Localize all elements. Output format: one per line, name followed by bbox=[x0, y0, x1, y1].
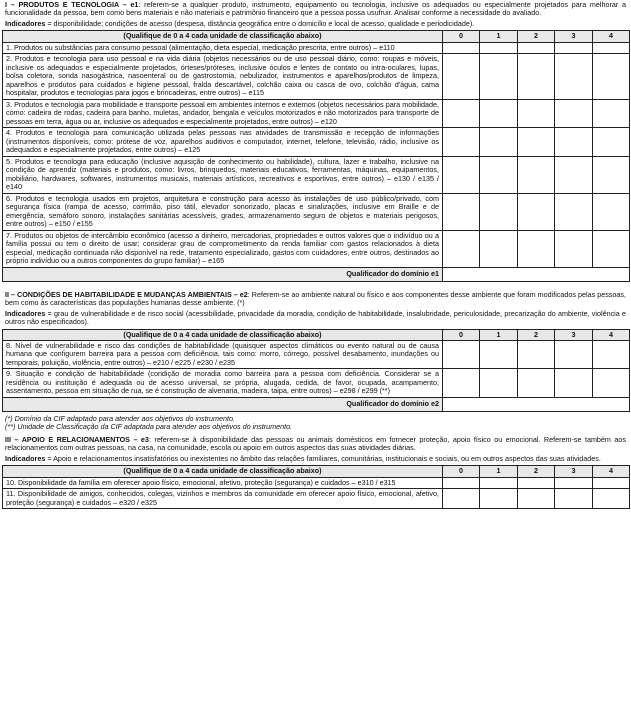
table-row bbox=[3, 477, 630, 488]
score-cell[interactable] bbox=[518, 477, 555, 488]
score-header-2: 2 bbox=[518, 329, 555, 340]
section2-header-row bbox=[3, 329, 630, 340]
score-cell[interactable] bbox=[555, 230, 593, 267]
score-cell[interactable] bbox=[593, 369, 630, 397]
score-header-0: 0 bbox=[443, 31, 480, 42]
item-1-label: 1. Produtos ou substâncias para consumo pessoal (alimentação, dieta especial, medicação prescrita, entre outros) – e110 bbox=[3, 42, 443, 53]
section1-indicators-text: = disponibilidade; condições de acesso (despesa, distância geográfica entre o domicílio e local de acesso, qualidade e periodicidade). bbox=[45, 18, 475, 28]
qualifier-row bbox=[3, 267, 630, 281]
score-cell[interactable] bbox=[555, 54, 593, 99]
score-cell[interactable] bbox=[593, 230, 630, 267]
score-header-3: 3 bbox=[555, 466, 593, 477]
score-cell[interactable] bbox=[518, 230, 555, 267]
section3-indicators-text: = Apoio e relacionamentos insatisfatórios ou inexistentes no âmbito das relações familiares, comunitárias, institucionais e sociais, ou em outros aspectos das suas atividades. bbox=[45, 453, 601, 463]
score-cell[interactable] bbox=[443, 54, 480, 99]
score-cell[interactable] bbox=[443, 230, 480, 267]
item-11-label: 11. Disponibilidade de amigos, conhecidos, colegas, vizinhos e membros da comunidade em oferecer apoio físico, emocional, afetivo, proteção (segurança) e cuidados – e320 / e325 bbox=[3, 489, 443, 509]
score-cell[interactable] bbox=[443, 340, 480, 368]
score-cell[interactable] bbox=[443, 193, 480, 230]
section2-indicators-label: Indicadores bbox=[5, 308, 46, 318]
section1-header-row bbox=[3, 31, 630, 42]
section3-indicators bbox=[2, 455, 629, 463]
section1-heading bbox=[2, 0, 629, 19]
footnotes bbox=[2, 412, 629, 435]
score-header-2: 2 bbox=[518, 466, 555, 477]
score-cell[interactable] bbox=[593, 156, 630, 193]
score-cell[interactable] bbox=[443, 42, 480, 53]
score-header-3: 3 bbox=[555, 329, 593, 340]
item-2-label: 2. Produtos e tecnologia para uso pessoal e na vida diária (objetos necessários ou de uso pessoal diário, como: roupas e móveis, inclusive os adequados e especialmente projetados, órteses/próteses, inclusive óculos e lentes de contato ou intra-oculares, lupas, bolsa coletora, sonda nasogástrica, nasoenteral ou de gastrostomia, nebulizador, instrumentos e aparelhos/produtos de limpeza, aparelhos e produtos para cuidados e higiene pessoal, fralda descartável, colchão caixa ou casca de ovo, colchão d'água, cama hospitalar, produtos e tecnologias para jogos e brincadeiras, entre outros) – e115 bbox=[3, 54, 443, 99]
score-cell[interactable] bbox=[555, 489, 593, 509]
table-row bbox=[3, 99, 630, 127]
score-cell[interactable] bbox=[518, 128, 555, 156]
score-cell[interactable] bbox=[593, 54, 630, 99]
score-cell[interactable] bbox=[480, 54, 518, 99]
section3-header-row bbox=[3, 466, 630, 477]
table-row bbox=[3, 156, 630, 193]
section1-table bbox=[2, 30, 630, 281]
item-6-label: 6. Produtos e tecnologia usados em projetos, arquitetura e construção para acesso às instalações de uso público/privado, com segurança física (rampa de acesso, corrimão, piso tátil, elevador sonorizado, placas e sinalizações, inclusive em Braille e de emergência, semáforo sonoro, instalações sanitárias acessíveis, grades, armazenamento seguro de objetos e materiais perigosos, entre outros) – e150 / e155 bbox=[3, 193, 443, 230]
section2-table bbox=[2, 329, 630, 412]
section3-heading bbox=[2, 435, 629, 454]
score-cell[interactable] bbox=[555, 369, 593, 397]
item-4-label: 4. Produtos e tecnologia para comunicação utilizada pelas pessoas nas atividades de transmissão e recepção de informações (instrumentos disponíveis, como: prótese de voz, aparelhos auditivos e computador, internet, telefone, televisão, rádio, inclusive os adequados e especialmente projetados, entre outros) – e125 bbox=[3, 128, 443, 156]
section1-qualifier-label: Qualificador do domínio e1 bbox=[3, 267, 443, 281]
score-header-1: 1 bbox=[480, 31, 518, 42]
score-header-3: 3 bbox=[555, 31, 593, 42]
score-cell[interactable] bbox=[593, 128, 630, 156]
score-cell[interactable] bbox=[480, 489, 518, 509]
table-row bbox=[3, 193, 630, 230]
footnote-1: (*) Domínio da CIF adaptado para atender aos objetivos do instrumento. bbox=[5, 413, 235, 423]
item-10-label: 10. Disponibilidade da família em oferecer apoio físico, emocional, afetivo, proteção (segurança) e cuidados – e310 / e315 bbox=[3, 477, 443, 488]
score-header-0: 0 bbox=[443, 329, 480, 340]
score-cell[interactable] bbox=[480, 193, 518, 230]
section1-header-label: (Qualifique de 0 a 4 cada unidade de classificação abaixo) bbox=[3, 31, 443, 42]
section2-qualifier-label: Qualificador do domínio e2 bbox=[3, 397, 443, 411]
section3-table bbox=[2, 465, 630, 509]
score-cell[interactable] bbox=[555, 193, 593, 230]
section3-title: III – APOIO E RELACIONAMENTOS – e3 bbox=[5, 434, 149, 444]
score-header-4: 4 bbox=[593, 31, 630, 42]
section1-description: : referem-se a qualquer produto, instrumento, equipamento ou tecnologia, inclusive os adequados ou especialmente projetados para melhorar a funcionalidade da pessoa, bem como bens materiais e não materiais e patrimônio financeiro que a pessoa possa usufruir. Analisar conforme a necessidade do avaliado. bbox=[5, 0, 626, 18]
score-cell[interactable] bbox=[593, 193, 630, 230]
table-row bbox=[3, 489, 630, 509]
score-cell[interactable] bbox=[480, 156, 518, 193]
score-cell[interactable] bbox=[443, 128, 480, 156]
score-cell[interactable] bbox=[518, 369, 555, 397]
score-cell[interactable] bbox=[593, 42, 630, 53]
score-cell[interactable] bbox=[480, 42, 518, 53]
score-cell[interactable] bbox=[555, 340, 593, 368]
section2-indicators bbox=[2, 310, 629, 327]
section2-heading bbox=[2, 290, 629, 309]
score-cell[interactable] bbox=[593, 99, 630, 127]
item-3-label: 3. Produtos e tecnologia para mobilidade e transporte pessoal em ambientes internos e externos (objetos necessários para mobilidade, como: cadeira de rodas, cadeira para banho, muletas, andador, bengala e veículos motorizados e não motorizados para transporte de pessoas em terra, água ou ar, inclusive os adequados e especialmente projetados, entre outros) – e120 bbox=[3, 99, 443, 127]
item-5-label: 5. Produtos e tecnologia para educação (inclusive aquisição de conhecimento ou habilidade), cultura, lazer e trabalho, inclusive na condição de aprendiz (materiais e produtos, como: livros, brinquedos, materiais educativos, ferramentas, máquinas, equipamentos, mobiliário, hardwares, softwares, instrumentos musicais, materiais artísticos, recreativos e esportivos, entre outros) – e130 / e135 / e140 bbox=[3, 156, 443, 193]
score-header-1: 1 bbox=[480, 466, 518, 477]
score-cell[interactable] bbox=[593, 477, 630, 488]
score-cell[interactable] bbox=[480, 99, 518, 127]
section3-header-label: (Qualifique de 0 a 4 cada unidade de classificação abaixo) bbox=[3, 466, 443, 477]
score-cell[interactable] bbox=[443, 489, 480, 509]
section1-indicators bbox=[2, 20, 629, 28]
table-row bbox=[3, 230, 630, 267]
section1-indicators-label: Indicadores bbox=[5, 18, 46, 28]
section3-description: : referem-se à disponibilidade das pessoas ou animais domésticos em fornecer proteção, apoio físico ou emocional. Referem-se também aos relacionamentos com outras pessoas, na casa, na comunidade, escola ou apoio em outros aspectos das suas atividades diárias. bbox=[5, 434, 626, 453]
score-cell[interactable] bbox=[480, 369, 518, 397]
score-cell[interactable] bbox=[518, 340, 555, 368]
score-cell[interactable] bbox=[518, 193, 555, 230]
score-cell[interactable] bbox=[593, 489, 630, 509]
score-cell[interactable] bbox=[555, 99, 593, 127]
table-row bbox=[3, 369, 630, 397]
section2-title: II – CONDIÇÕES DE HABITABILIDADE E MUDANÇAS AMBIENTAIS – e2 bbox=[5, 289, 248, 299]
score-cell[interactable] bbox=[443, 156, 480, 193]
score-cell[interactable] bbox=[555, 42, 593, 53]
score-cell[interactable] bbox=[443, 99, 480, 127]
score-cell[interactable] bbox=[518, 156, 555, 193]
score-cell[interactable] bbox=[443, 477, 480, 488]
item-9-label: 9. Situação e condição de habitabilidade (condição de moradia como barreira para a pessoa com deficiência. Considerar se a residência ou instituição é adequada ou de acesso universal, se própria, alugada, cedida, de favor, ocupada, acampamento, assentamento, pessoa em situação de rua, se é construção de alvenaria, madeira, taipa, entre outros) – e298 / e299 (**) bbox=[3, 369, 443, 397]
score-header-1: 1 bbox=[480, 329, 518, 340]
section2-header-label: (Qualifique de 0 a 4 cada unidade de classificação abaixo) bbox=[3, 329, 443, 340]
score-cell[interactable] bbox=[480, 340, 518, 368]
score-cell[interactable] bbox=[443, 369, 480, 397]
section2-qualifier-cell[interactable] bbox=[443, 397, 630, 411]
score-header-2: 2 bbox=[518, 31, 555, 42]
score-cell[interactable] bbox=[518, 42, 555, 53]
item-8-label: 8. Nível de vulnerabilidade e risco das condições de habitabilidade (quaisquer aspectos climáticos ou evento natural ou de causa humana que configurem barreira para a pessoa com deficiência, tais como: morro, córrego, possível desabamento, inundações ou temporais, poluição, violência, entre outros) – e210 / e225 / e230 / e235 bbox=[3, 340, 443, 368]
section1-qualifier-cell[interactable] bbox=[443, 267, 630, 281]
score-cell[interactable] bbox=[480, 128, 518, 156]
table-row bbox=[3, 42, 630, 53]
score-header-0: 0 bbox=[443, 466, 480, 477]
section2-description: : Referem-se ao ambiente natural ou físico e aos componentes desse ambiente que foram modificados pelas pessoas, bem como às características das populações humanas desse ambiente. (*) bbox=[5, 289, 626, 308]
section1-title: I – PRODUTOS E TECNOLOGIA – e1 bbox=[5, 0, 139, 9]
score-cell[interactable] bbox=[518, 54, 555, 99]
score-cell[interactable] bbox=[555, 156, 593, 193]
section2-indicators-text: = grau de vulnerabilidade e de risco social (acessibilidade, privacidade da moradia, condição de habitabilidade, insalubridade, periculosidade, precarização do ambiente, violência e outros não especificados). bbox=[5, 308, 626, 327]
score-header-4: 4 bbox=[593, 466, 630, 477]
table-row bbox=[3, 340, 630, 368]
score-cell[interactable] bbox=[518, 99, 555, 127]
score-cell[interactable] bbox=[480, 230, 518, 267]
qualifier-row bbox=[3, 397, 630, 411]
table-row bbox=[3, 54, 630, 99]
score-cell[interactable] bbox=[593, 340, 630, 368]
score-cell[interactable] bbox=[555, 128, 593, 156]
footnote-2: (**) Unidade de Classificação da CIF adaptada para atender aos objetivos do instrumento. bbox=[5, 422, 293, 432]
section3-indicators-label: Indicadores bbox=[5, 453, 46, 463]
score-cell[interactable] bbox=[518, 489, 555, 509]
score-header-4: 4 bbox=[593, 329, 630, 340]
item-7-label: 7. Produtos ou objetos de intercâmbio econômico (acesso a dinheiro, mercadorias, propriedades e outros valores que o indivíduo ou a família possui ou tem o direito de usar; considerar grau de comprometimento da renda familiar com gastos relacionados à dieta especial, medicação continuada não disponível na rede, tratamento especializado, gastos com cuidadores, entre outros, destinados ao próprio indivíduo ou a outros componentes do grupo familiar) – e165 bbox=[3, 230, 443, 267]
table-row bbox=[3, 128, 630, 156]
score-cell[interactable] bbox=[480, 477, 518, 488]
score-cell[interactable] bbox=[555, 477, 593, 488]
